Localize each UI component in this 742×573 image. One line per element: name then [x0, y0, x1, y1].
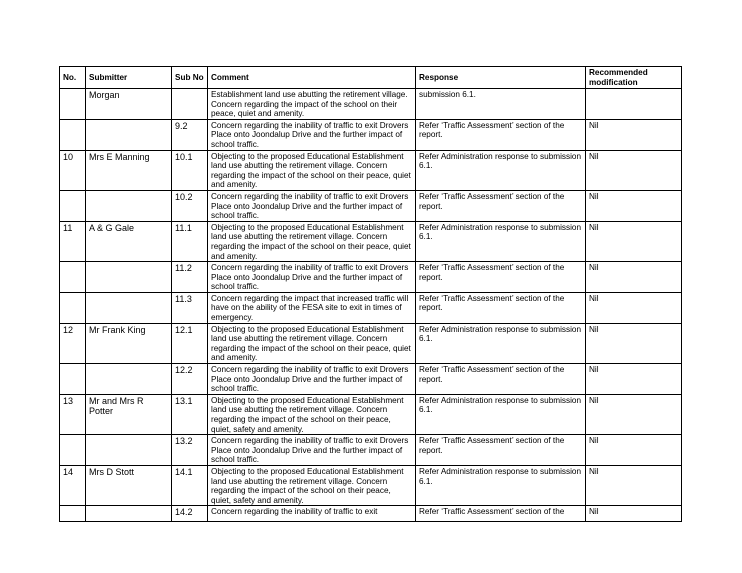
row-response: Refer ‘Traffic Assessment’ section of the report. [416, 262, 586, 293]
row-no [60, 435, 86, 466]
row-response: Refer ‘Traffic Assessment’ section of the [416, 506, 586, 522]
row-sub-no: 10.1 [172, 150, 208, 190]
header-recommended: Recommended modification [586, 67, 682, 89]
row-response: Refer ‘Traffic Assessment’ section of the report. [416, 190, 586, 221]
row-comment: Objecting to the proposed Educational Establishment land use abutting the retirement village. Concern regarding the impact of the school on their peace, quiet and amenity. [208, 221, 416, 261]
header-response: Response [416, 67, 586, 89]
row-no [60, 262, 86, 293]
row-recommended: Nil [586, 150, 682, 190]
header-comment: Comment [208, 67, 416, 89]
row-sub-no: 13.2 [172, 435, 208, 466]
row-sub-no: 9.2 [172, 119, 208, 150]
row-comment: Concern regarding the inability of traffic to exit Drovers Place onto Joondalup Drive and the further impact of school traffic. [208, 262, 416, 293]
row-sub-no: 13.1 [172, 394, 208, 434]
table-row [60, 89, 682, 120]
row-submitter: Mr and Mrs R Potter [86, 394, 172, 434]
row-response: Refer Administration response to submission 6.1. [416, 323, 586, 363]
row-no: 10 [60, 150, 86, 190]
row-comment: Concern regarding the inability of traffic to exit Drovers Place onto Joondalup Drive and the further impact of school traffic. [208, 119, 416, 150]
row-recommended: Nil [586, 323, 682, 363]
header-sub-no: Sub No [172, 67, 208, 89]
row-submitter: Morgan [86, 89, 172, 120]
row-submitter [86, 119, 172, 150]
table-row [60, 292, 682, 323]
row-comment: Objecting to the proposed Educational Establishment land use abutting the retirement village. Concern regarding the impact of the school on their peace, quiet, safety and amenity. [208, 394, 416, 434]
row-submitter [86, 435, 172, 466]
header-no: No. [60, 67, 86, 89]
row-submitter: Mrs D Stott [86, 465, 172, 505]
row-no: 11 [60, 221, 86, 261]
row-comment: Objecting to the proposed Educational Establishment land use abutting the retirement village. Concern regarding the impact of the school on their peace, quiet, safety and amenity. [208, 465, 416, 505]
row-comment: Objecting to the proposed Educational Establishment land use abutting the retirement village. Concern regarding the impact of the school on their peace, quiet and amenity. [208, 150, 416, 190]
row-comment: Concern regarding the inability of traffic to exit Drovers Place onto Joondalup Drive and the further impact of school traffic. [208, 190, 416, 221]
row-response: Refer ‘Traffic Assessment’ section of the report. [416, 119, 586, 150]
row-comment: Concern regarding the inability of traffic to exit Drovers Place onto Joondalup Drive and the further impact of school traffic. [208, 364, 416, 395]
row-no: 13 [60, 394, 86, 434]
row-response: Refer Administration response to submission 6.1. [416, 465, 586, 505]
row-recommended: Nil [586, 435, 682, 466]
row-recommended [586, 89, 682, 120]
row-no [60, 89, 86, 120]
row-response: submission 6.1. [416, 89, 586, 120]
row-response: Refer ‘Traffic Assessment’ section of the report. [416, 292, 586, 323]
row-recommended: Nil [586, 190, 682, 221]
row-sub-no: 12.2 [172, 364, 208, 395]
row-comment: Concern regarding the inability of traffic to exit Drovers Place onto Joondalup Drive and the further impact of school traffic. [208, 435, 416, 466]
row-no: 12 [60, 323, 86, 363]
table-row [60, 119, 682, 150]
row-comment: Objecting to the proposed Educational Establishment land use abutting the retirement village. Concern regarding the impact of the school on their peace, quiet and amenity. [208, 323, 416, 363]
row-submitter: A & G Gale [86, 221, 172, 261]
row-no: 14 [60, 465, 86, 505]
row-recommended: Nil [586, 506, 682, 522]
row-submitter [86, 506, 172, 522]
row-recommended: Nil [586, 119, 682, 150]
row-submitter [86, 262, 172, 293]
submissions-table [59, 66, 682, 522]
row-recommended: Nil [586, 292, 682, 323]
header-row [60, 67, 682, 89]
row-submitter [86, 364, 172, 395]
row-recommended: Nil [586, 221, 682, 261]
row-comment: Concern regarding the impact that increased traffic will have on the ability of the FESA site to exit in times of emergency. [208, 292, 416, 323]
row-sub-no [172, 89, 208, 120]
row-response: Refer Administration response to submission 6.1. [416, 394, 586, 434]
table-row [60, 262, 682, 293]
row-sub-no: 14.2 [172, 506, 208, 522]
table-row [60, 150, 682, 190]
row-sub-no: 14.1 [172, 465, 208, 505]
row-no [60, 292, 86, 323]
row-no [60, 506, 86, 522]
row-recommended: Nil [586, 262, 682, 293]
table-row [60, 506, 682, 522]
row-submitter: Mr Frank King [86, 323, 172, 363]
row-no [60, 364, 86, 395]
table-row [60, 190, 682, 221]
table-row [60, 221, 682, 261]
table-row [60, 323, 682, 363]
row-comment: Concern regarding the inability of traffic to exit [208, 506, 416, 522]
row-response: Refer Administration response to submission 6.1. [416, 150, 586, 190]
row-sub-no: 10.2 [172, 190, 208, 221]
table-row [60, 435, 682, 466]
table-row [60, 394, 682, 434]
row-sub-no: 11.3 [172, 292, 208, 323]
row-no [60, 119, 86, 150]
row-sub-no: 12.1 [172, 323, 208, 363]
row-response: Refer Administration response to submission 6.1. [416, 221, 586, 261]
row-sub-no: 11.2 [172, 262, 208, 293]
row-recommended: Nil [586, 394, 682, 434]
table-row [60, 465, 682, 505]
row-submitter [86, 190, 172, 221]
table-row [60, 364, 682, 395]
row-recommended: Nil [586, 364, 682, 395]
row-recommended: Nil [586, 465, 682, 505]
row-submitter: Mrs E Manning [86, 150, 172, 190]
row-response: Refer ‘Traffic Assessment’ section of the report. [416, 435, 586, 466]
row-comment: Establishment land use abutting the retirement village. Concern regarding the impact of the school on their peace, quiet and amenity. [208, 89, 416, 120]
header-submitter: Submitter [86, 67, 172, 89]
row-submitter [86, 292, 172, 323]
row-response: Refer ‘Traffic Assessment’ section of the report. [416, 364, 586, 395]
row-no [60, 190, 86, 221]
row-sub-no: 11.1 [172, 221, 208, 261]
